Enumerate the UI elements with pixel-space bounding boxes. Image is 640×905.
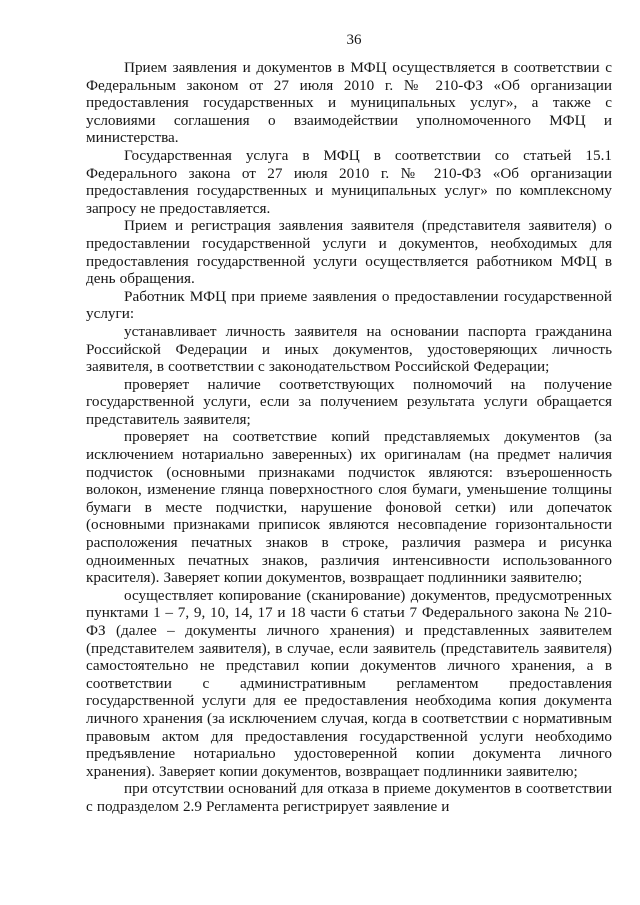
- paragraph-complex-request: Государственная услуга в МФЦ в соответствии со статьей 15.1 Федерального закона от 27 июля 2010 г. № 210-ФЗ «Об организации предоставления государственных и муниципальных услуг» по комплексному запросу не предоставляется.: [86, 146, 612, 217]
- page-number: 36: [346, 32, 362, 48]
- paragraph-identity-check: устанавливает личность заявителя на основании паспорта гражданина Российской Федерации и иных документов, удостоверяющих личность заявителя, в соответствии с законодательством Российской Федерации;: [86, 322, 612, 376]
- paragraph-registration-continued: при отсутствии оснований для отказа в приеме документов в соответствии с подразделом 2.9 Регламента регистрирует заявление и: [86, 780, 612, 815]
- paragraph-authority-check: проверяет наличие соответствующих полномочий на получение государственной услуги, если за получением результата услуги обращается представитель заявителя;: [86, 375, 612, 428]
- paragraph-mfc-acceptance: Прием заявления и документов в МФЦ осуществляется в соответствии с Федеральным законом от 27 июля 2010 г. № 210-ФЗ «Об организации предоставления государственных и муниципальных услуг», а также с условиями соглашения о взаимодействии уполномоченного МФЦ и министерства.: [86, 59, 612, 147]
- paragraph-copy-verification: проверяет на соответствие копий представляемых документов (за исключением нотариально заверенных) их оригиналам (на предмет наличия подчисток (основными признаками подчисток являются: взъерошенность волокон, изменение глянца поверхностного слоя бумаги, уменьшение толщины бумаги в месте подчистки, нарушение фоновой сетки) или допечаток (основными признаками приписок являются несовпадение горизонтальности расположения печатных знаков в строке, различия размера и рисунка одноименных печатных знаков, различия интенсивности использованного красителя). Заверяет копии документов, возвращает подлинники заявителю;: [86, 428, 612, 587]
- paragraph-registration: Прием и регистрация заявления заявителя (представителя заявителя) о предоставлении государственной услуги и документов, необходимых для предоставления государственной услуги осуществляется работником МФЦ в день обращения.: [86, 217, 612, 288]
- paragraph-worker-duties-intro: Работник МФЦ при приеме заявления о предоставлении государственной услуги:: [86, 287, 612, 323]
- paragraph-scanning: осуществляет копирование (сканирование) документов, предусмотренных пунктами 1 – 7, 9, 10, 14, 17 и 18 части 6 статьи 7 Федерального закона № 210-ФЗ (далее – документы личного хранения) и представленных заявителем (представителем заявителя), в случае, если заявитель (представитель заявителя) самостоятельно не представил копии документов личного хранения, а в соответствии с административным регламентом предоставления государственной услуги для ее предоставления необходима копия документа личного хранения (за исключением случая, когда в соответствии с нормативным правовым актом для предоставления государственной услуги необходимо предъявление нотариально удостоверенной копии документа личного хранения). Заверяет копии документов, возвращает подлинники заявителю;: [86, 586, 612, 780]
